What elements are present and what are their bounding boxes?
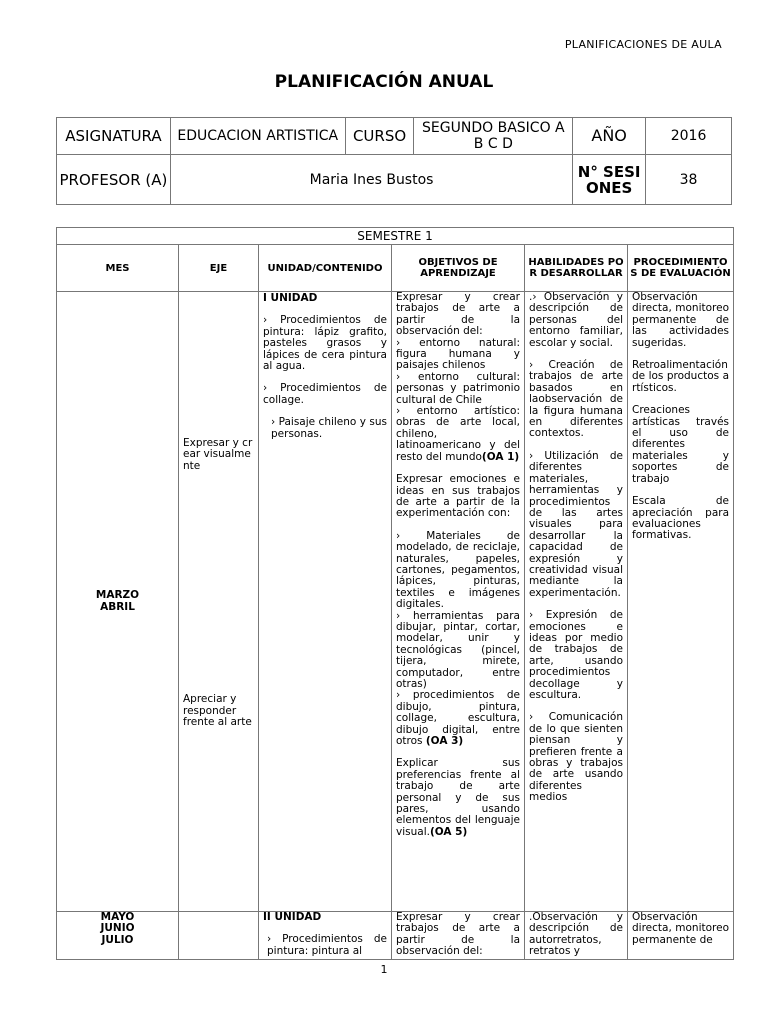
objetivo-item: › entorno cultural: personas y patrimonio cultural de Chile (396, 370, 520, 406)
objetivos-cell (392, 292, 525, 912)
info-table (56, 117, 732, 205)
unidad-title: II UNIDAD (263, 911, 322, 923)
ano-label: AÑO (573, 118, 646, 155)
unidad-cell (259, 292, 392, 912)
procedimiento-item: Creaciones artísticas través el uso de diferentes materiales y soportes de trabajo (632, 404, 730, 485)
planning-table (56, 227, 734, 960)
habilidad-item: › Utilización de diferentes materiales, herramientas y procedimientos de las artes visuales para desarrollar la capacidad de expresión y creatividad visual mediante la experimentación. (529, 449, 623, 599)
eje-cell (179, 912, 259, 960)
page-title: PLANIFICACIÓN ANUAL (274, 72, 494, 92)
objetivos-cell: Expresar y crear trabajos de arte a partir de la observación del: (392, 912, 525, 960)
procedimientos-cell (628, 292, 734, 912)
col-eje: EJE (179, 245, 259, 292)
col-unidad: UNIDAD/CONTENIDO (259, 245, 392, 292)
asignatura-label: ASIGNATURA (57, 118, 171, 155)
objetivo-intro: Expresar y crear trabajos de arte a partir de la observación del: (396, 291, 520, 338)
page-number: 1 (380, 963, 388, 976)
profesor-value: Maria Ines Bustos (170, 155, 572, 205)
objetivo-item: › procedimientos de dibujo, pintura, collage, escultura, dibujo digital, entre otros (OA 3) (396, 689, 520, 748)
unidad-item: › Procedimientos de collage. (263, 382, 387, 406)
unidad-item: › Paisaje chileno y sus personas. (271, 416, 387, 440)
objetivo-item: Explicar sus preferencias frente al trabajo de arte personal y de sus pares, usando elementos del lenguaje visual.(OA 5) (396, 757, 520, 838)
ano-value: 2016 (646, 118, 732, 155)
objetivo-intro: Expresar emociones e ideas en sus trabajos de arte a partir de la experimentación con: (396, 473, 520, 520)
curso-label: CURSO (345, 118, 414, 155)
unidad-item: › Procedimientos de pintura: lápiz grafito, pasteles grasos y lápices de cera pintura al agua. (263, 314, 387, 373)
eje-expresar: Expresar y crear visualmente (183, 437, 253, 472)
habilidad-item: › Expresión de emociones e ideas por medio de trabajos de arte, usando procedimientos decollage y escultura. (529, 609, 623, 701)
mes-cell: MARZO ABRIL (57, 292, 179, 912)
habilidad-item: .› Observación y descripción de personas del entorno familiar, escolar y social. (529, 291, 623, 349)
col-objetivos: OBJETIVOS DE APRENDIZAJE (392, 245, 525, 292)
habilidad-item: › Creación de trabajos de arte basados en laobservación de la figura humana en diferentes contextos. (529, 359, 623, 440)
unidad-cell (259, 912, 392, 960)
habilidades-cell (525, 292, 628, 912)
objetivo-item: › entorno artístico: obras de arte local, chileno, latinoamericano y del resto del mundo(OA 1) (396, 405, 520, 463)
col-habilidades: HABILIDADES POR DESARROLLAR (525, 245, 628, 292)
semester-header: SEMESTRE 1 (57, 228, 734, 245)
sesiones-value: 38 (646, 155, 732, 205)
oa5-code: (OA 5) (429, 825, 468, 838)
asignatura-value: EDUCACION ARTISTICA (170, 118, 345, 155)
unidad-item: › Procedimientos de pintura: pintura al (267, 933, 387, 957)
objetivo-item: › herramientas para dibujar, pintar, cortar, modelar, unir y tecnológicas (pincel, tijera, mirete, computador, entre otras) (396, 609, 520, 690)
objetivo-item: › Materiales de modelado, de reciclaje, naturales, papeles, cartones, pegamentos, lápices, pinturas, textiles e imágenes digitales. (396, 529, 520, 611)
unidad-title: I UNIDAD (263, 292, 318, 304)
page-header: PLANIFICACIONES DE AULA (564, 38, 722, 51)
procedimiento-item: Escala de apreciación para evaluaciones formativas. (632, 495, 730, 542)
procedimiento-item: Retroalimentación de los productos artísticos. (632, 359, 730, 394)
oa3-code: (OA 3) (425, 735, 464, 748)
oa1-code: (OA 1) (481, 450, 520, 463)
mes-cell: MAYO JUNIO JULIO (57, 912, 179, 960)
eje-apreciar: Apreciar y responder frente al arte (183, 693, 252, 729)
habilidad-item: › Comunicación de lo que sienten piensan y prefieren frente a obras y trabajos de arte usando diferentes medios (529, 711, 623, 804)
eje-cell (179, 292, 259, 912)
objetivo-item: › entorno natural: figura humana y paisajes chilenos (396, 336, 520, 372)
sesiones-label: N° SESIONES (573, 155, 646, 205)
profesor-label: PROFESOR (A) (57, 155, 171, 205)
procedimiento-item: Observación directa, monitoreo permanente de las actividades sugeridas. (632, 291, 730, 349)
curso-value: SEGUNDO BASICO A B C D (414, 118, 573, 155)
col-procedimientos: PROCEDIMIENTOS DE EVALUACIÓN (628, 245, 734, 292)
procedimientos-cell: Observación directa, monitoreo permanente de (628, 912, 734, 960)
habilidades-cell: .Observación y descripción de autorretratos, retratos y (525, 912, 628, 960)
col-mes: MES (57, 245, 179, 292)
